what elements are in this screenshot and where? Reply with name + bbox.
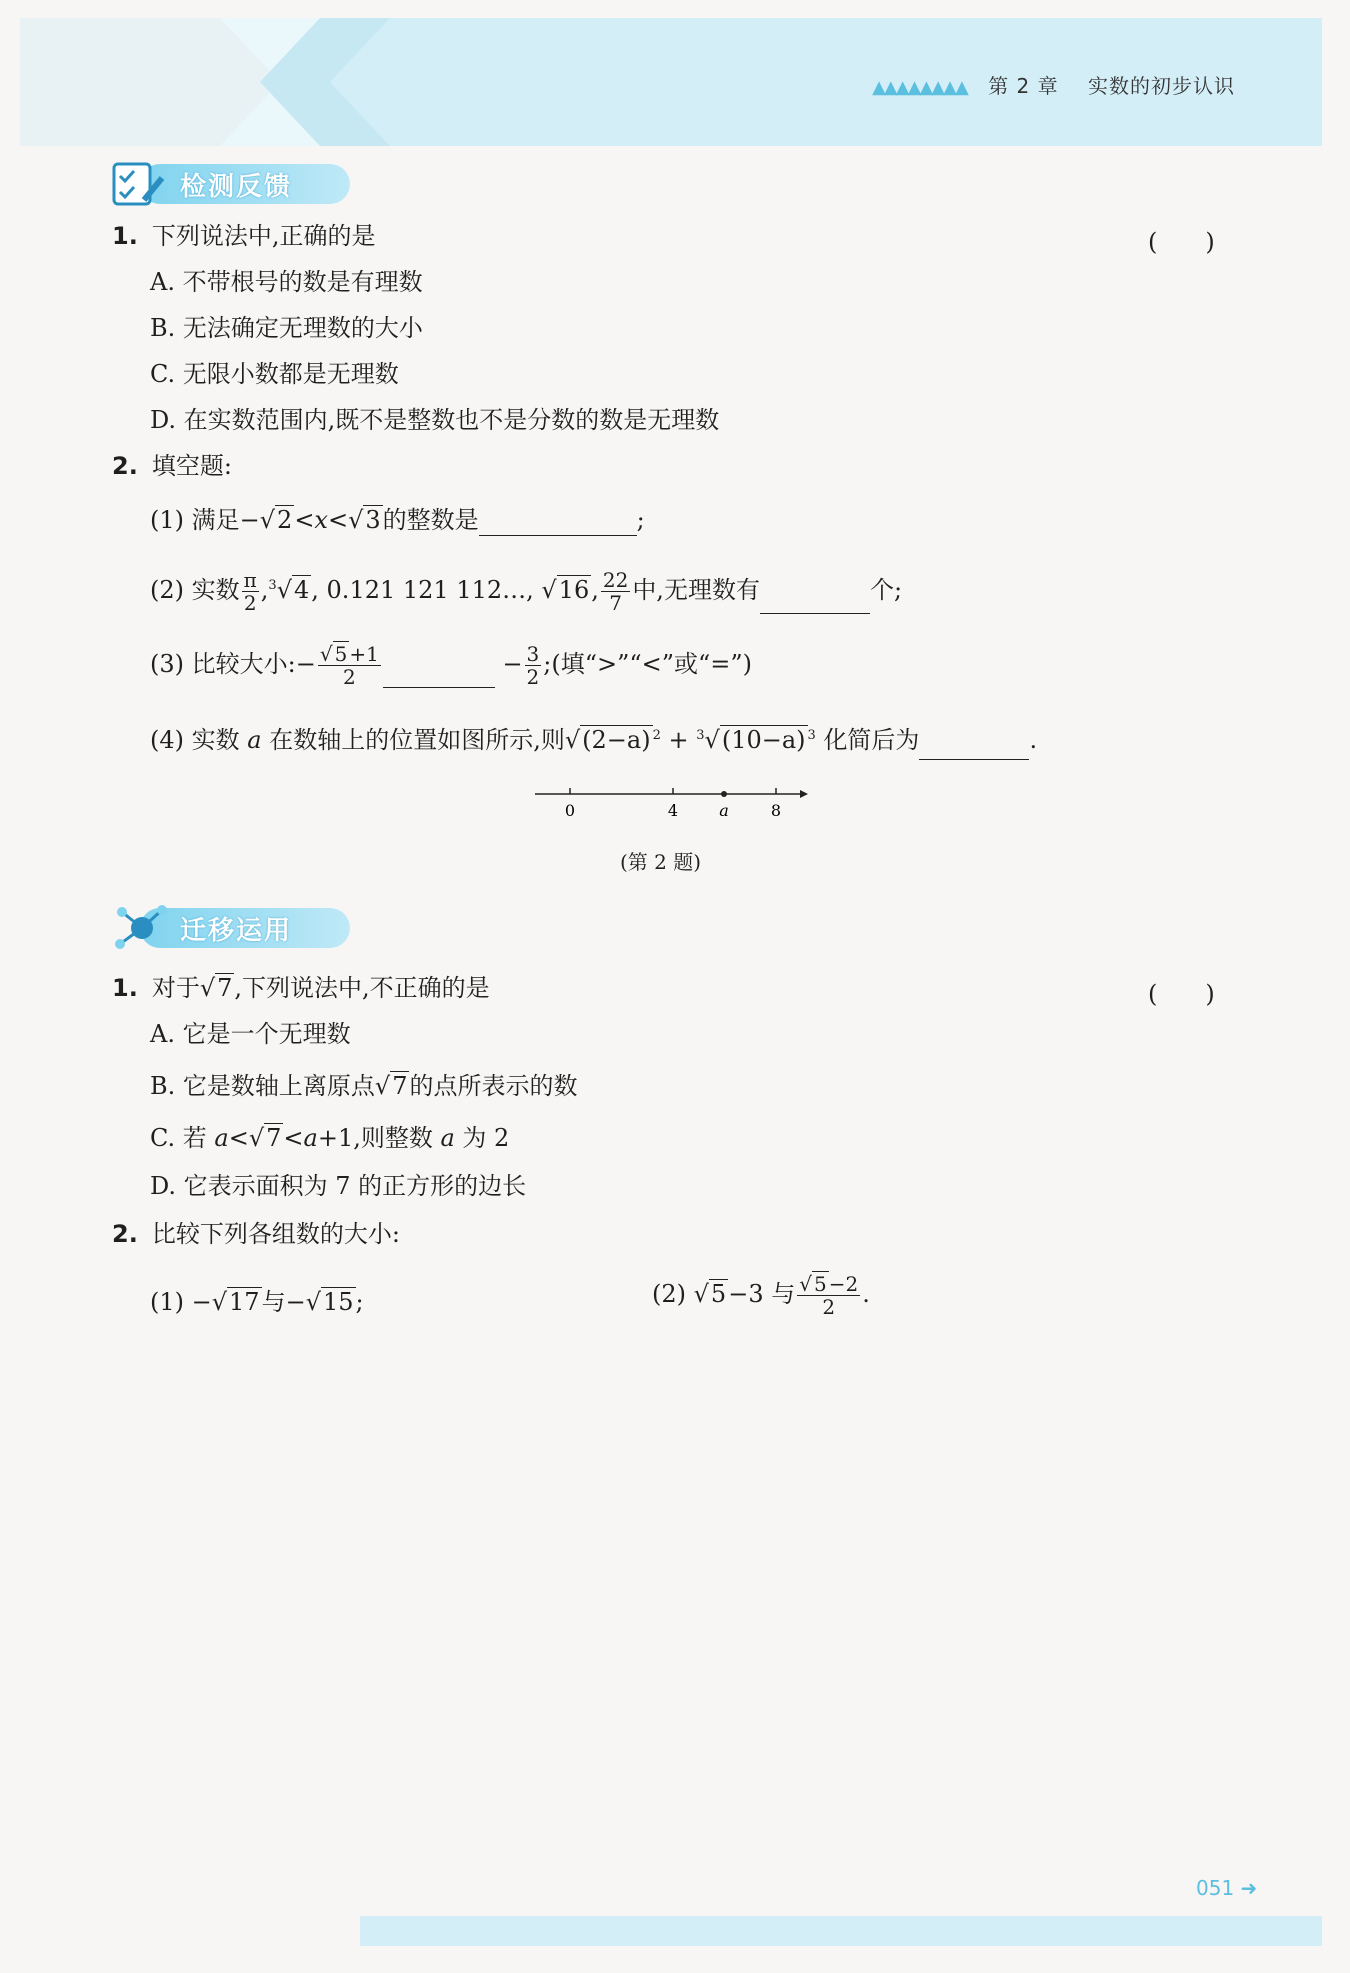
radicand: 17	[229, 1288, 260, 1316]
fraction-22-over-7	[601, 569, 630, 614]
radicand: 4	[294, 576, 310, 604]
text: ,下列说法中,不正确的是	[234, 974, 490, 1002]
header-arrow-decoration	[20, 18, 440, 146]
question-1: 1. 对于√7,下列说法中,不正确的是	[112, 974, 490, 1002]
radicand: (2−a)	[582, 726, 651, 754]
less-than: <	[294, 506, 315, 534]
chapter-title: 实数的初步认识	[1088, 74, 1235, 98]
text: ;	[636, 506, 645, 534]
answer-blank[interactable]	[479, 509, 637, 536]
radicand: 2	[277, 506, 293, 534]
axis-arrow	[800, 790, 808, 798]
option-d: D. 在实数范围内,既不是整数也不是分数的数是无理数	[150, 406, 720, 434]
root-index: 3	[696, 728, 705, 743]
fraction-3-over-2	[525, 643, 542, 688]
tick-label-4: 4	[667, 801, 679, 820]
less-than: <	[327, 506, 349, 534]
point-label-a: a	[719, 801, 729, 820]
page-number-text: 051	[1196, 1876, 1235, 1900]
answer-parentheses: ( )	[1148, 980, 1215, 1008]
page-number	[1196, 1876, 1257, 1900]
text: (4) 实数	[150, 726, 240, 754]
text: .	[1029, 726, 1038, 754]
option-c: C. 若 a<√7<a+1,则整数 a 为 2	[150, 1124, 510, 1152]
text: 的整数是	[382, 506, 479, 534]
question-stem: 填空题:	[151, 452, 232, 480]
question-number: 2.	[112, 452, 138, 480]
denominator: 2	[243, 591, 257, 615]
exponent: 2	[652, 728, 661, 743]
text: 在数轴上的位置如图所示,则	[269, 726, 565, 754]
answer-parentheses: ( )	[1148, 228, 1215, 256]
section-banner-application	[110, 904, 410, 950]
subquestion-3	[150, 640, 752, 688]
option-a: A. 不带根号的数是有理数	[150, 268, 423, 296]
text: −3 与	[728, 1280, 796, 1308]
text: 个;	[869, 576, 903, 604]
triangle-pattern-icon: ▲▲▲▲▲▲▲▲	[872, 77, 967, 98]
answer-blank[interactable]	[383, 657, 495, 688]
arrow-right-icon: ➜	[1240, 1876, 1258, 1900]
text: 中,无理数有	[632, 576, 760, 604]
numerator: √ 5 +1	[319, 642, 379, 666]
option-a: A. 它是一个无理数	[150, 1020, 351, 1048]
text: .	[862, 1280, 870, 1308]
option-c: C. 无限小数都是无理数	[150, 360, 399, 388]
text: ,	[260, 576, 269, 604]
text: −2	[828, 1272, 859, 1296]
subquestion-4: (4) 实数 a 在数轴上的位置如图所示,则√(2−a) $^2$ + $^3$√(10−a) $^3$ 化简后为 .	[150, 716, 1037, 760]
text: 与−	[261, 1288, 306, 1316]
question-2	[112, 1218, 400, 1250]
question-number: 2.	[112, 1220, 138, 1248]
question-number: 1.	[112, 222, 138, 250]
text: ,	[591, 576, 599, 604]
radicand: 3	[365, 506, 381, 534]
root-index: 3	[268, 578, 277, 593]
option-b: B. 它是数轴上离原点√7的点所表示的数	[150, 1072, 578, 1100]
tick-label-8: 8	[770, 801, 782, 820]
number-line-figure	[530, 776, 810, 826]
text: B. 它是数轴上离原点	[150, 1072, 375, 1100]
radicand: 7	[217, 974, 233, 1002]
variable-a: a	[440, 1124, 455, 1152]
text: 的点所表示的数	[409, 1072, 578, 1100]
text: (2)	[652, 1280, 686, 1308]
exponent: 3	[807, 728, 816, 743]
text: C. 若	[150, 1124, 215, 1152]
text: (1) 满足−	[150, 506, 260, 534]
banner-text: 检测反馈	[180, 172, 293, 202]
radicand: 16	[558, 576, 590, 604]
text: (3) 比较大小:−	[150, 650, 316, 678]
text: 为 2	[454, 1124, 510, 1152]
variable-a: a	[303, 1124, 318, 1152]
fraction-pi-over-2	[242, 569, 259, 614]
fraction-sqrt5-minus-2-over-2	[797, 1273, 860, 1318]
radicand: (10−a)	[721, 726, 806, 754]
answer-blank[interactable]	[919, 729, 1029, 760]
text: (2) 实数	[150, 576, 240, 604]
chapter-heading	[872, 70, 1235, 99]
text: +1	[349, 642, 379, 666]
option-b: B. 无法确定无理数的大小	[150, 314, 423, 342]
radicand: 5	[710, 1280, 727, 1308]
subquestion-1: (1) −√17与−√15;	[150, 1288, 364, 1316]
subquestion-2: (2) √5−3 与 $\frac{√ 5 -2}{2}$ .	[652, 1272, 870, 1319]
question-2	[112, 450, 232, 482]
less-than: <	[228, 1124, 249, 1152]
question-stem: 比较下列各组数的大小:	[151, 1220, 400, 1248]
fraction-sqrt5-plus-1-over-2	[318, 643, 381, 688]
denominator: 2	[822, 1295, 836, 1319]
footer-bar	[360, 1916, 1322, 1946]
radicand: 7	[266, 1124, 282, 1152]
text: , 0.121 121 112…,	[311, 576, 534, 604]
banner-text: 迁移运用	[180, 916, 293, 946]
section-banner-feedback	[110, 160, 410, 206]
subquestion-1: (1) 满足−√2<x<√3的整数是 ;	[150, 506, 645, 534]
text: −	[502, 650, 523, 678]
variable-x: x	[314, 506, 328, 534]
numerator: π	[243, 568, 257, 592]
denominator: 2	[342, 665, 356, 689]
question-number: 1.	[112, 974, 138, 1002]
option-d: D. 它表示面积为 7 的正方形的边长	[150, 1172, 527, 1200]
radicand: 15	[322, 1288, 354, 1316]
less-than: <	[283, 1124, 304, 1152]
radicand: 5	[334, 642, 348, 666]
text: ;(填“>”“<”或“=”)	[543, 650, 753, 678]
text: ;	[355, 1288, 364, 1316]
molecule-icon	[110, 900, 174, 956]
radicand: 5	[813, 1272, 827, 1296]
variable-a: a	[247, 726, 262, 754]
numerator: √ 5 −2	[799, 1272, 859, 1296]
numerator: 22	[602, 568, 629, 592]
text: +	[668, 726, 689, 754]
numerator: 3	[526, 642, 540, 666]
text: 对于	[151, 974, 200, 1002]
question-stem: 下列说法中,正确的是	[151, 222, 376, 250]
checklist-icon	[110, 160, 168, 210]
radicand: 7	[392, 1072, 408, 1100]
point-a	[721, 791, 727, 797]
text: +1,则整数	[317, 1124, 441, 1152]
denominator: 7	[609, 591, 622, 615]
question-1	[112, 220, 375, 252]
tick-label-0: 0	[564, 801, 576, 820]
text: 化简后为	[823, 726, 920, 754]
answer-blank[interactable]	[760, 583, 870, 614]
denominator: 2	[526, 665, 540, 689]
subquestion-2: (2) 实数 $\frac{\pi}{2}$ ,$^3$√4, 0.121 121 112…, √16, $\frac{22}{7}$ 中,无理数有 个;	[150, 568, 903, 615]
chapter-number: 第 2 章	[988, 74, 1059, 98]
figure-caption: (第 2 题)	[620, 850, 702, 874]
variable-a: a	[214, 1124, 229, 1152]
text: (1) −	[150, 1288, 212, 1316]
